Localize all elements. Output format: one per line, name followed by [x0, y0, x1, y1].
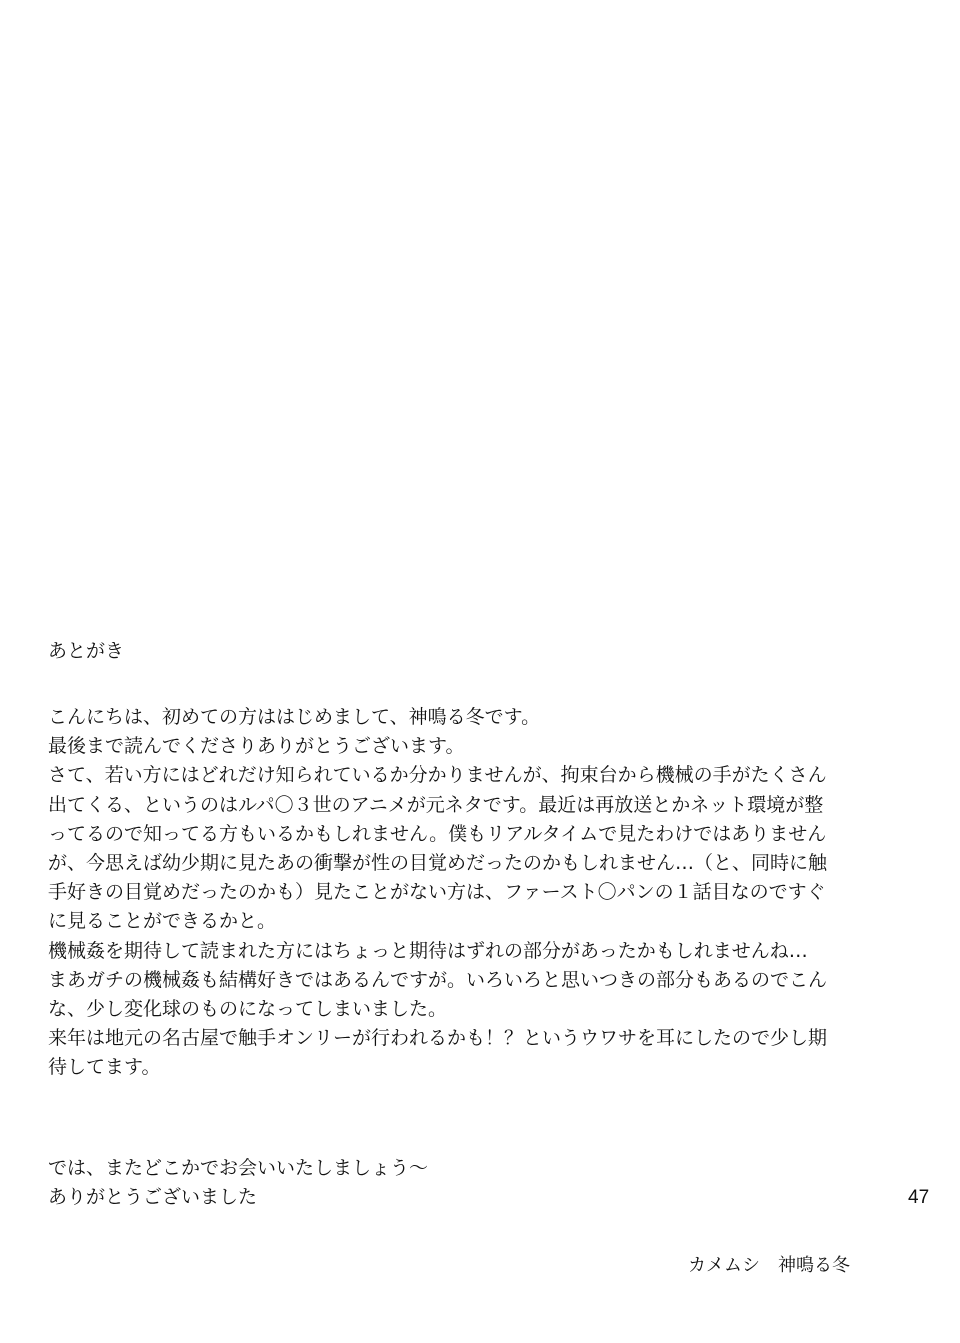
body-line: 待してます。	[48, 1056, 161, 1079]
body-line: 来年は地元の名古屋で触手オンリーが行われるかも！？というウワサを耳にしたので少し期	[48, 1027, 828, 1050]
body-line: 手好きの目覚めだったのかも）見たことがない方は、ファースト〇パンの１話目なのですぐ	[48, 881, 826, 904]
body-line: さて、若い方にはどれだけ知られているか分かりませんが、拘束台から機械の手がたくさん	[48, 764, 827, 787]
body-line: ってるので知ってる方もいるかもしれません。僕もリアルタイムで見たわけではありません	[48, 822, 827, 845]
afterword-body	[48, 703, 878, 1082]
body-line: に見ることができるかと。	[48, 910, 277, 933]
body-line: な、少し変化球のものになってしまいました。	[48, 997, 448, 1020]
body-line: 出てくる、というのはルパ〇３世のアニメが元ネタです。最近は再放送とかネット環境が整	[48, 793, 824, 816]
page-number: 47	[908, 1187, 930, 1208]
author-signature: カメムシ 神鳴る冬	[688, 1255, 850, 1276]
afterword-heading: あとがき	[48, 640, 125, 662]
closing-line: では、またどこかでお会いいたしましょう～	[48, 1157, 429, 1179]
body-line: こんにちは、初めての方ははじめまして、神鳴る冬です。	[48, 706, 541, 728]
body-line: 機械姦を期待して読まれた方にはちょっと期待はずれの部分があったかもしれませんね…	[48, 939, 808, 962]
closing-line: ありがとうございました	[48, 1186, 258, 1209]
afterword-closing	[48, 1154, 878, 1212]
body-line: 最後まで読んでくださりありがとうございます。	[48, 735, 465, 758]
body-line: まあガチの機械姦も結構好きではあるんですが。いろいろと思いつきの部分もあるのでこん	[48, 968, 828, 991]
body-line: が、今思えば幼少期に見たあの衝撃が性の目覚めだったのかもしれません…（と、同時に触	[48, 851, 828, 874]
